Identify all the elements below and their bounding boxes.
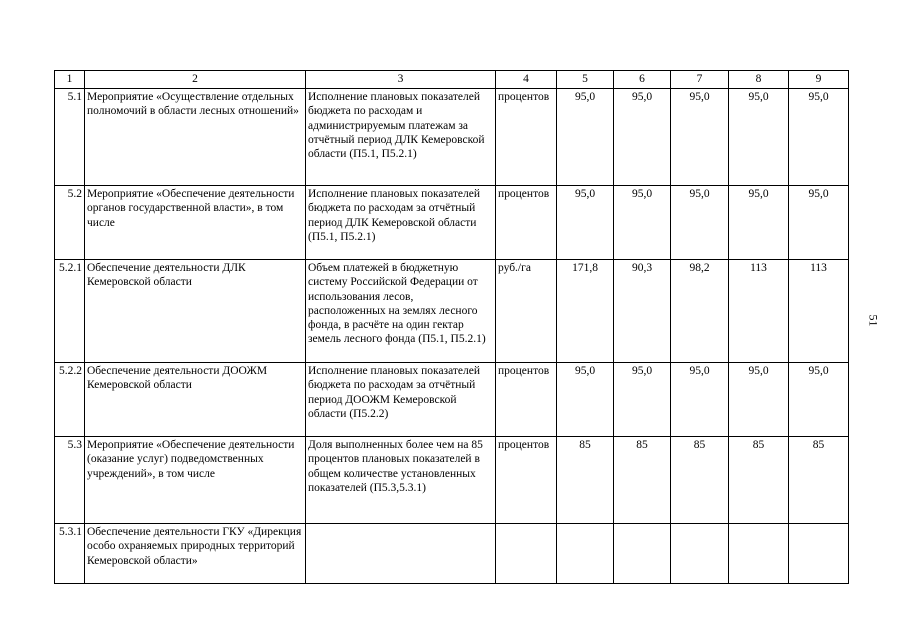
row-value-7: 95,0 — [671, 89, 729, 186]
row-value-5: 95,0 — [557, 363, 614, 437]
row-value-8: 85 — [729, 437, 789, 524]
row-unit: процентов — [496, 437, 557, 524]
row-code: 5.2.1 — [55, 260, 85, 363]
header-col-3: 3 — [306, 71, 496, 89]
row-unit — [496, 524, 557, 584]
row-code: 5.2.2 — [55, 363, 85, 437]
row-unit: руб./га — [496, 260, 557, 363]
row-value-7: 95,0 — [671, 186, 729, 260]
row-value-9 — [789, 524, 849, 584]
row-value-9: 95,0 — [789, 186, 849, 260]
header-col-6: 6 — [614, 71, 671, 89]
row-indicator: Объем платежей в бюджетную систему Российской Федерации от использования лесов, расположенных на землях лесного фонда, в расчёте на один гектар земель лесного фонда (П5.1, П5.2.1) — [306, 260, 496, 363]
row-name: Обеспечение деятельности ДЛК Кемеровской области — [85, 260, 306, 363]
row-value-7: 85 — [671, 437, 729, 524]
header-col-7: 7 — [671, 71, 729, 89]
row-value-6: 95,0 — [614, 363, 671, 437]
row-value-7 — [671, 524, 729, 584]
header-col-2: 2 — [85, 71, 306, 89]
row-value-5: 171,8 — [557, 260, 614, 363]
table-row — [55, 186, 849, 260]
table-row — [55, 437, 849, 524]
indicators-table — [54, 70, 849, 584]
row-name: Мероприятие «Обеспечение деятельности органов государственной власти», в том числе — [85, 186, 306, 260]
row-code: 5.3 — [55, 437, 85, 524]
row-unit: процентов — [496, 363, 557, 437]
header-col-8: 8 — [729, 71, 789, 89]
row-value-7: 95,0 — [671, 363, 729, 437]
header-col-4: 4 — [496, 71, 557, 89]
row-code: 5.2 — [55, 186, 85, 260]
row-value-5 — [557, 524, 614, 584]
row-value-5: 95,0 — [557, 89, 614, 186]
row-name: Обеспечение деятельности ДООЖМ Кемеровской области — [85, 363, 306, 437]
row-unit: процентов — [496, 186, 557, 260]
row-indicator: Исполнение плановых показателей бюджета по расходам и администрируемым платежам за отчётный период ДЛК Кемеровской области (П5.1, П5.2.1) — [306, 89, 496, 186]
header-col-5: 5 — [557, 71, 614, 89]
row-value-6: 95,0 — [614, 186, 671, 260]
table-row — [55, 524, 849, 584]
row-value-9: 113 — [789, 260, 849, 363]
row-indicator: Доля выполненных более чем на 85 процентов плановых показателей в общем количестве установленных показателей (П5.3,5.3.1) — [306, 437, 496, 524]
header-row — [55, 71, 849, 89]
row-name: Мероприятие «Обеспечение деятельности (оказание услуг) подведомственных учреждений», в том числе — [85, 437, 306, 524]
row-value-6: 90,3 — [614, 260, 671, 363]
row-value-6 — [614, 524, 671, 584]
row-value-8: 95,0 — [729, 363, 789, 437]
row-code: 5.1 — [55, 89, 85, 186]
row-indicator: Исполнение плановых показателей бюджета по расходам за отчётный период ДООЖМ Кемеровской области (П5.2.2) — [306, 363, 496, 437]
row-value-6: 85 — [614, 437, 671, 524]
row-value-7: 98,2 — [671, 260, 729, 363]
row-value-8: 95,0 — [729, 89, 789, 186]
row-name: Обеспечение деятельности ГКУ «Дирекция особо охраняемых природных территорий Кемеровской области» — [85, 524, 306, 584]
row-value-9: 95,0 — [789, 363, 849, 437]
row-indicator: Исполнение плановых показателей бюджета по расходам за отчётный период ДЛК Кемеровской области (П5.1, П5.2.1) — [306, 186, 496, 260]
row-value-6: 95,0 — [614, 89, 671, 186]
table-row — [55, 363, 849, 437]
row-value-8: 113 — [729, 260, 789, 363]
row-code: 5.3.1 — [55, 524, 85, 584]
row-name: Мероприятие «Осуществление отдельных полномочий в области лесных отношений» — [85, 89, 306, 186]
header-col-9: 9 — [789, 71, 849, 89]
row-value-5: 95,0 — [557, 186, 614, 260]
table-row — [55, 89, 849, 186]
row-value-9: 85 — [789, 437, 849, 524]
row-value-5: 85 — [557, 437, 614, 524]
page-number: 51 — [866, 314, 881, 327]
header-col-1: 1 — [55, 71, 85, 89]
row-value-8 — [729, 524, 789, 584]
row-indicator — [306, 524, 496, 584]
row-unit: процентов — [496, 89, 557, 186]
row-value-9: 95,0 — [789, 89, 849, 186]
table-row — [55, 260, 849, 363]
row-value-8: 95,0 — [729, 186, 789, 260]
